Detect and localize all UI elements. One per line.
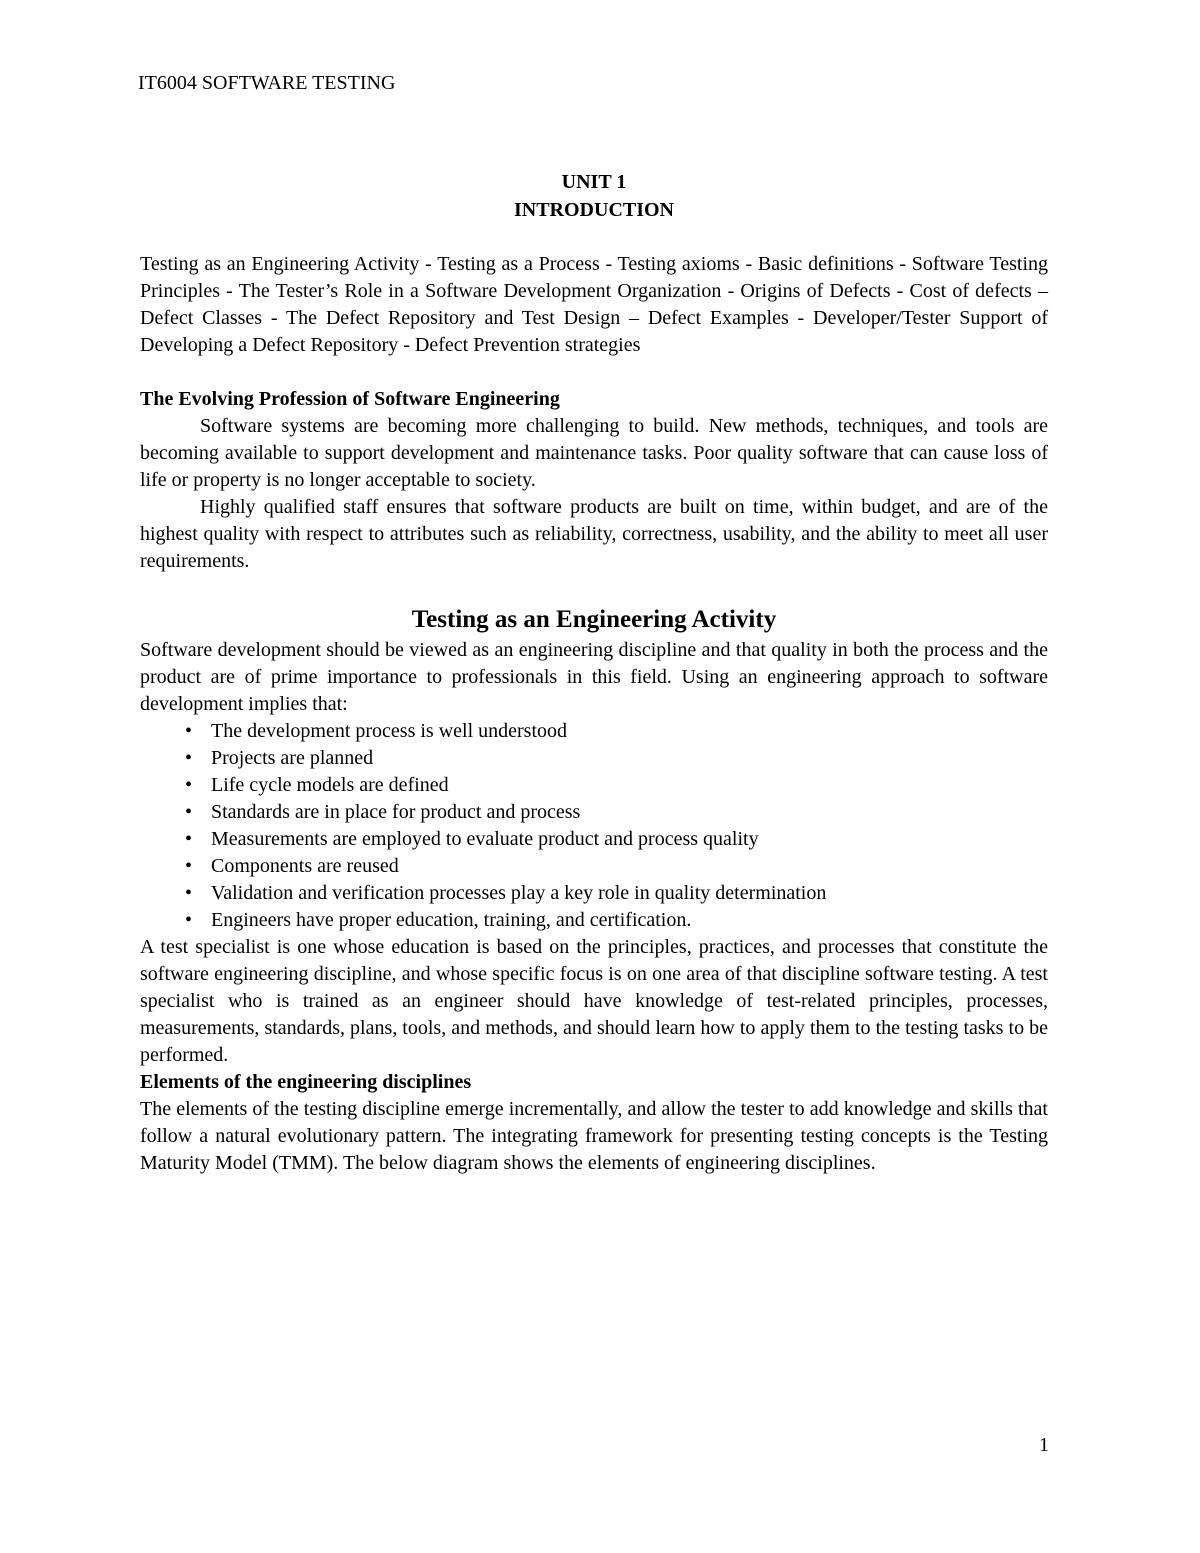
unit-title-block [140, 168, 1048, 224]
syllabus-paragraph: Testing as an Engineering Activity - Testing as a Process - Testing axioms - Basic definitions - Software Testing Principles - The Tester’s Role in a Software Development Organization - Origins of Defects - Cost of defects – Defect Classes - The Defect Repository and Test Design – Defect Examples - Developer/Tester Support of Developing a Defect Repository - Defect Prevention strategies [140, 253, 1048, 356]
paragraph: Highly qualified staff ensures that software products are built on time, within budget, and are of the highest quality with respect to attributes such as reliability, correctness, usability, and the ability to meet all user requirements. [140, 496, 1048, 572]
list-item [185, 745, 1048, 772]
list-item [185, 907, 1048, 934]
bullet-icon: • [185, 855, 193, 877]
page-number: 1 [1039, 1434, 1049, 1456]
bullet-icon: • [185, 828, 193, 850]
paragraph: A test specialist is one whose education is based on the principles, practices, and processes that constitute the software engineering discipline, and whose specific focus is on one area of that discipline software testing. A test specialist who is trained as an engineer should have knowledge of test-related principles, processes, measurements, standards, plans, tools, and methods, and should learn how to apply them to the testing tasks to be performed. [140, 936, 1048, 1066]
bullet-icon: • [185, 882, 193, 904]
list-item-text: Projects are planned [211, 747, 374, 769]
list-item [185, 853, 1048, 880]
list-item-text: Measurements are employed to evaluate product and process quality [211, 828, 759, 850]
list-item-text: Components are reused [211, 855, 399, 877]
section-heading-evolving-profession: The Evolving Profession of Software Engineering [140, 388, 560, 410]
list-item-text: Engineers have proper education, training, and certification. [211, 909, 692, 931]
bullet-icon: • [185, 909, 193, 931]
list-item [185, 826, 1048, 853]
bullet-icon: • [185, 747, 193, 769]
page-header: IT6004 SOFTWARE TESTING [138, 72, 396, 94]
list-item [185, 718, 1048, 745]
unit-number: UNIT 1 [561, 171, 627, 193]
bullet-list [140, 718, 1048, 934]
list-item-text: Standards are in place for product and process [211, 801, 581, 823]
document-body [140, 168, 1048, 1177]
list-item-text: Life cycle models are defined [211, 774, 449, 796]
list-item [185, 880, 1048, 907]
paragraph: Software development should be viewed as an engineering discipline and that quality in both the process and the product are of prime importance to professionals in this field. Using an engineering approach to software development implies that: [140, 639, 1048, 715]
list-item [185, 772, 1048, 799]
section-heading-testing-engineering-activity: Testing as an Engineering Activity [411, 606, 777, 633]
bullet-icon: • [185, 801, 193, 823]
subheading-elements: Elements of the engineering disciplines [140, 1071, 472, 1093]
list-item [185, 799, 1048, 826]
list-item-text: The development process is well understood [211, 720, 568, 742]
bullet-icon: • [185, 720, 193, 742]
paragraph: The elements of the testing discipline emerge incrementally, and allow the tester to add knowledge and skills that follow a natural evolutionary pattern. The integrating framework for presenting testing concepts is the Testing Maturity Model (TMM). The below diagram shows the elements of engineering disciplines. [140, 1098, 1048, 1174]
paragraph: Software systems are becoming more challenging to build. New methods, techniques, and tools are becoming available to support development and maintenance tasks. Poor quality software that can cause loss of life or property is no longer acceptable to society. [140, 415, 1048, 491]
list-item-text: Validation and verification processes play a key role in quality determination [211, 882, 827, 904]
unit-title: INTRODUCTION [513, 199, 675, 221]
bullet-icon: • [185, 774, 193, 796]
